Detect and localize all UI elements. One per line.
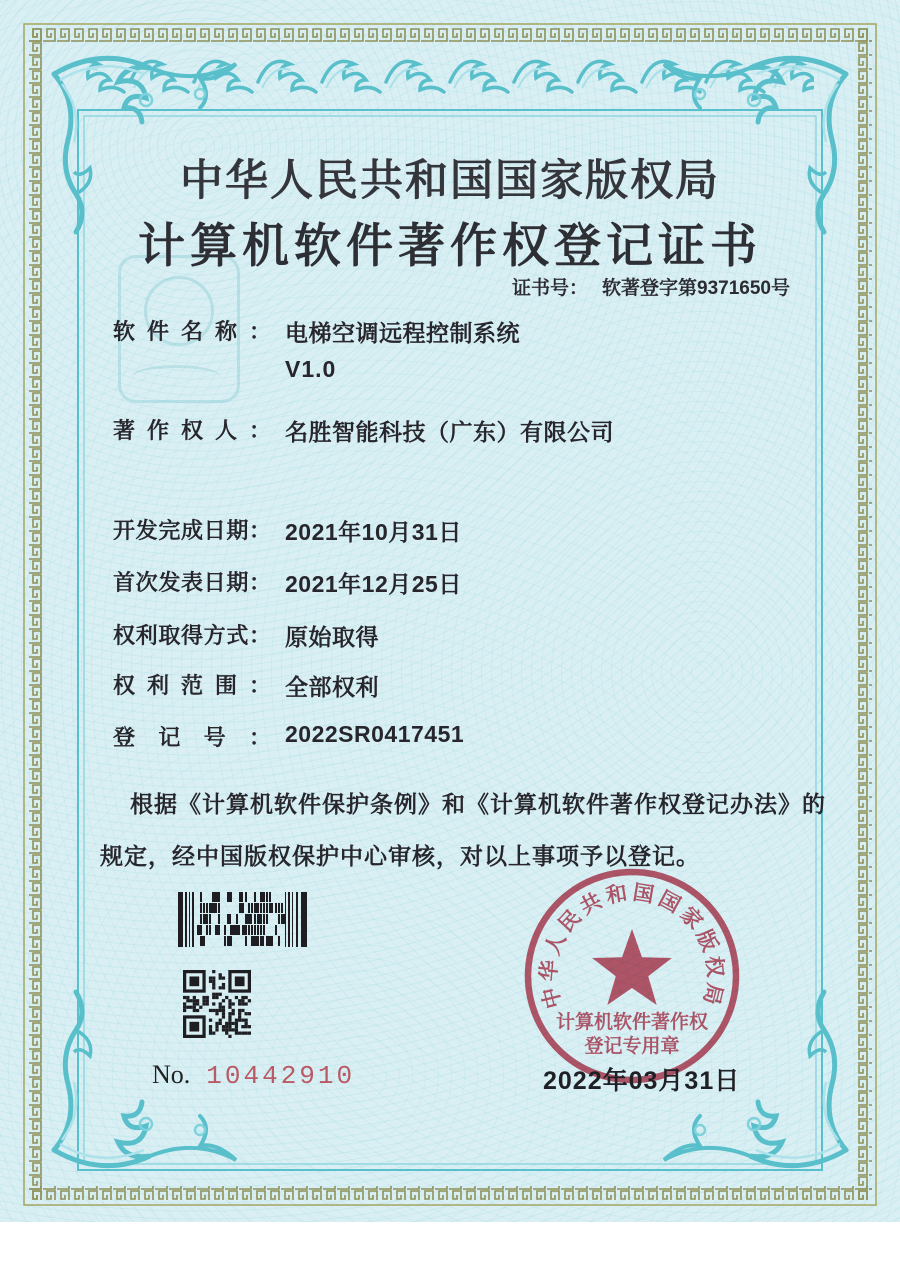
field-label: 登记号：: [113, 725, 271, 750]
field-first-publish-date: [113, 566, 462, 599]
field-label: 软件名称：: [113, 319, 271, 344]
certificate-number-line: [512, 273, 790, 300]
field-label: 权利范围：: [113, 673, 271, 698]
barcode-2d: [178, 892, 308, 952]
statement-line-1: 根据《计算机软件保护条例》和《计算机软件著作权登记办法》的: [130, 791, 826, 817]
serial-number-value: 10442910: [206, 1061, 356, 1091]
field-label: 著作权人：: [113, 418, 271, 443]
field-label: 首次发表日期：: [113, 570, 271, 595]
field-value: 电梯空调远程控制系统 V1.0: [285, 320, 520, 382]
field-label: 开发完成日期：: [113, 518, 271, 543]
seal-center-line-2: 登记专用章: [584, 1036, 680, 1057]
field-value: 2021年12月25日: [285, 571, 462, 597]
field-acquire-method: [113, 619, 379, 652]
field-software-name: [113, 315, 520, 383]
authority-title: 中华人民共和国国家版权局: [180, 157, 720, 205]
field-dev-complete-date: [113, 514, 462, 547]
certificate-number-value: 软著登字第9371650号: [602, 278, 790, 299]
field-value: 名胜智能科技（广东）有限公司: [285, 419, 614, 445]
field-value-version: V1.0: [285, 356, 337, 382]
serial-number-label: No.: [152, 1060, 191, 1089]
field-label: 权利取得方式：: [113, 623, 271, 648]
issue-date: 2022年03月31日: [543, 1067, 741, 1095]
statement-line-2: 规定，经中国版权保护中心审核，对以上事项予以登记。: [100, 843, 700, 869]
certificate-number-label: 证书号：: [512, 278, 589, 299]
field-rights-scope: [113, 669, 379, 702]
serial-number-line: [152, 1060, 355, 1091]
field-registration-number: [113, 721, 464, 752]
seal-star: [592, 929, 672, 1005]
qr-code: [182, 970, 252, 1043]
field-value: 2021年10月31日: [285, 519, 462, 545]
certificate-title: 计算机软件著作权登记证书: [138, 219, 762, 272]
seal-ring-text: 中华人民共和国国家版权局: [537, 881, 727, 1011]
field-value: 2022SR0417451: [285, 721, 465, 747]
field-copyright-owner: [113, 414, 614, 447]
field-value: 全部权利: [285, 674, 379, 700]
field-value: 原始取得: [285, 624, 379, 650]
seal-center-line-1: 计算机软件著作权: [555, 1012, 709, 1033]
